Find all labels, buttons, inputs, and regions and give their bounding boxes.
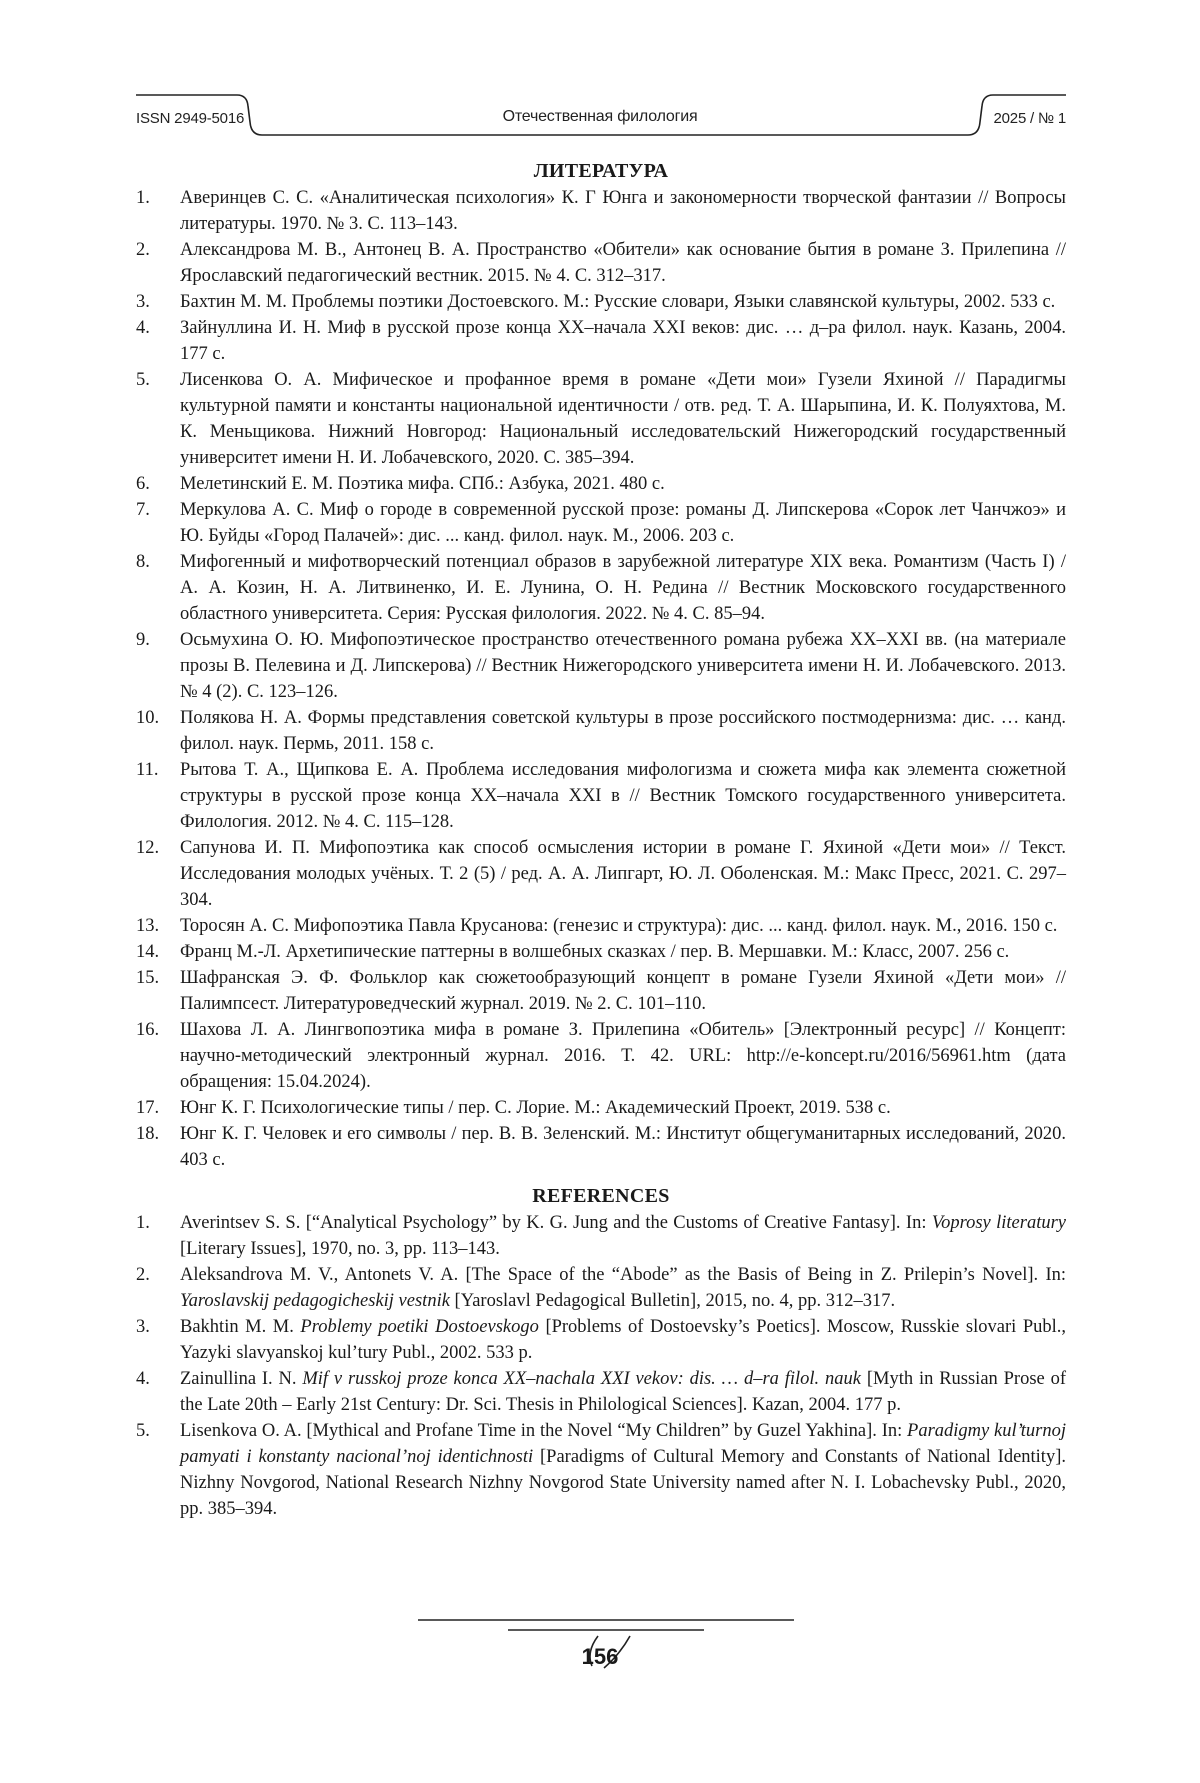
item-text (180, 1314, 1066, 1366)
item-number: 15. (136, 968, 160, 988)
item-text (180, 1262, 1066, 1314)
literatura-item (136, 237, 1066, 289)
text-segment: Zainullina I. N. (180, 1369, 303, 1389)
text-segment: Averintsev S. S. [“Analytical Psychology” by K. G. Jung and the Customs of Creative Fantasy]. In: (180, 1213, 932, 1233)
text-segment: [Problems of Dostoevsky’s Poetics]. Moscow, Russkie slovari Publ., Yazyki slavyanskoj kul’tury Publ., 2002. 533 p. (180, 1317, 1066, 1363)
reference-item (136, 1262, 1066, 1314)
references-list (136, 1210, 1066, 1522)
italic-segment: Mif v russkoj proze konca XX–nachala XXI vekov: dis. … d–ra filol. nauk (302, 1369, 861, 1389)
item-text: Бахтин М. М. Проблемы поэтики Достоевского. М.: Русские словари, Языки славянской культуры, 2002. 533 с. (180, 292, 1056, 312)
literatura-item (136, 315, 1066, 367)
literatura-item (136, 497, 1066, 549)
issue-label: 2025 / № 1 (993, 110, 1066, 127)
header-rule (0, 0, 1200, 160)
italic-segment: Problemy poetiki Dostoevskogo (300, 1317, 539, 1337)
item-text (180, 1418, 1066, 1522)
item-text (180, 1366, 1066, 1418)
reference-item (136, 1418, 1066, 1522)
literatura-list (136, 185, 1066, 1173)
literatura-item (136, 627, 1066, 705)
item-number: 3. (136, 292, 150, 312)
text-segment: Bakhtin M. M. (180, 1317, 301, 1337)
item-number: 17. (136, 1098, 160, 1118)
italic-segment: Paradigmy kul’turnoj pamyati i konstanty nacional’noj identichnosti (180, 1421, 1066, 1467)
item-number: 7. (136, 500, 150, 520)
literatura-item (136, 289, 1066, 315)
literatura-item (136, 939, 1066, 965)
page-header (0, 0, 1200, 160)
literatura-item (136, 185, 1066, 237)
item-text: Рытова Т. А., Щипкова Е. А. Проблема исследования мифологизма и сюжета мифа как элемента сюжетной структуры в русской прозе конца XX–начала XXI в // Вестник Томского государственного университета. Филология. 2012. № 4. С. 115–128. (180, 760, 1066, 832)
literatura-item (136, 367, 1066, 471)
item-text: Аверинцев С. С. «Аналитическая психология» К. Г Юнга и закономерности творческой фантазии // Вопросы литературы. 1970. № 3. С. 113–143. (180, 188, 1066, 234)
item-number: 2. (136, 240, 150, 260)
item-number: 5. (136, 370, 150, 390)
item-number: 6. (136, 474, 150, 494)
item-text: Зайнуллина И. Н. Миф в русской прозе конца XX–начала XXI веков: дис. … д–ра филол. наук. Казань, 2004. 177 с. (180, 318, 1066, 364)
literatura-heading: ЛИТЕРАТУРА (533, 160, 669, 182)
literatura-item (136, 1095, 1066, 1121)
literatura-item (136, 835, 1066, 913)
item-text (180, 1210, 1066, 1262)
text-segment: [Literary Issues], 1970, no. 3, pp. 113–143. (180, 1239, 500, 1259)
item-number: 16. (136, 1020, 160, 1040)
item-number: 8. (136, 552, 150, 572)
item-number: 13. (136, 916, 160, 936)
item-text: Торосян А. С. Мифопоэтика Павла Крусанова: (генезис и структура): дис. ... канд. филол. наук. М., 2016. 150 с. (180, 916, 1058, 936)
text-segment: [Myth in Russian Prose of the Late 20th – Early 21st Century: Dr. Sci. Thesis in Philological Sciences]. Kazan, 2004. 177 p. (180, 1369, 1067, 1415)
item-number: 4. (136, 318, 150, 338)
item-text: Александрова М. В., Антонец В. А. Пространство «Обители» как основание бытия в романе З. Прилепина // Ярославский педагогический вестник. 2015. № 4. С. 312–317. (180, 240, 1066, 286)
literatura-item (136, 757, 1066, 835)
item-number: 11. (136, 760, 159, 780)
item-text: Осьмухина О. Ю. Мифопоэтическое пространство отечественного романа рубежа XX–XXI вв. (на материале прозы В. Пелевина и Д. Липскерова) // Вестник Нижегородского университета имени Н. И. Лобачевского. 2013. № 4 (2). С. 123–126. (180, 630, 1066, 702)
text-segment: Lisenkova O. A. [Mythical and Profane Time in the Novel “My Children” by Guzel Yakhina]. In: (180, 1421, 908, 1441)
item-text: Юнг К. Г. Психологические типы / пер. С. Лорие. М.: Академический Проект, 2019. 538 с. (180, 1098, 891, 1118)
bibliography (136, 158, 1066, 1522)
item-number: 2. (136, 1265, 150, 1285)
item-number: 18. (136, 1124, 160, 1144)
italic-segment: Voprosy literatury (931, 1213, 1066, 1233)
item-text: Юнг К. Г. Человек и его символы / пер. В. В. Зеленский. М.: Институт общегуманитарных исследований, 2020. 403 с. (180, 1124, 1066, 1170)
italic-segment: Yaroslavskij pedagogicheskij vestnik (180, 1291, 450, 1311)
page-number: 156 (581, 1644, 619, 1669)
item-text: Шахова Л. А. Лингвопоэтика мифа в романе З. Прилепина «Обитель» [Электронный ресурс] // Концепт: научно-методический электронный журнал. 2016. Т. 42. URL: http://e-koncept.ru/2016/56961.htm (дата обращения: 15.04.2024). (180, 1020, 1066, 1092)
item-text: Мелетинский Е. М. Поэтика мифа. СПб.: Азбука, 2021. 480 с. (180, 474, 665, 494)
item-number: 9. (136, 630, 150, 650)
item-number: 4. (136, 1369, 150, 1389)
item-text: Лисенкова О. А. Мифическое и профанное время в романе «Дети мои» Гузели Яхиной // Парадигмы культурной памяти и константы национальной идентичности / отв. ред. Т. А. Шарыпина, И. К. Полуяхтова, М. К. Меньщикова. Нижний Новгород: Национальный исследовательский Нижегородский государственный университет имени Н. И. Лобачевского, 2020. С. 385–394. (180, 370, 1066, 468)
item-text: Сапунова И. П. Мифопоэтика как способ осмысления истории в романе Г. Яхиной «Дети мои» // Текст. Исследования молодых учёных. Т. 2 (5) / ред. А. А. Липгарт, Ю. Л. Оболенская. М.: Макс Пресс, 2021. С. 297–304. (180, 838, 1066, 910)
item-text: Шафранская Э. Ф. Фольклор как сюжетообразующий концепт в романе Гузели Яхиной «Дети мои» // Палимпсест. Литературоведческий журнал. 2019. № 2. С. 101–110. (180, 968, 1066, 1014)
journal-title: Отечественная филология (502, 108, 698, 125)
literatura-item (136, 705, 1066, 757)
literatura-item (136, 965, 1066, 1017)
issn-label: ISSN 2949-5016 (136, 110, 245, 127)
item-number: 3. (136, 1317, 150, 1337)
item-text: Меркулова А. С. Миф о городе в современной русской прозе: романы Д. Липскерова «Сорок лет Чанчжоэ» и Ю. Буйды «Город Палачей»: дис. ... канд. филол. наук. М., 2006. 203 с. (180, 500, 1066, 546)
text-segment: Aleksandrova M. V., Antonets V. A. [The Space of the “Abode” as the Basis of Being in Z. Prilepin’s Novel]. In: (180, 1265, 1066, 1285)
item-number: 10. (136, 708, 160, 728)
item-number: 1. (136, 188, 150, 208)
literatura-item (136, 1121, 1066, 1173)
item-text: Мифогенный и мифотворческий потенциал образов в зарубежной литературе XIX века. Романтизм (Часть I) / А. А. Козин, Н. А. Литвиненко, И. Е. Лунина, О. Н. Редина // Вестник Московского государственного областного университета. Серия: Русская филология. 2022. № 4. С. 85–94. (180, 552, 1066, 624)
reference-item (136, 1314, 1066, 1366)
item-number: 1. (136, 1213, 150, 1233)
reference-item (136, 1366, 1066, 1418)
item-number: 12. (136, 838, 160, 858)
item-text: Франц М.-Л. Архетипические паттерны в волшебных сказках / пер. В. Мершавки. М.: Класс, 2007. 256 с. (180, 942, 1010, 962)
references-heading: REFERENCES (532, 1185, 670, 1207)
item-text: Полякова Н. А. Формы представления советской культуры в прозе российского постмодернизма: дис. … канд. филол. наук. Пермь, 2011. 158 с. (180, 708, 1066, 754)
text-segment: [Paradigms of Cultural Memory and Constants of National Identity]. Nizhny Novgorod, National Research Nizhny Novgorod State University named after N. I. Lobachevsky Publ., 2020, pp. 385–394. (180, 1447, 1066, 1519)
literatura-item (136, 1017, 1066, 1095)
text-segment: [Yaroslavl Pedagogical Bulletin], 2015, no. 4, pp. 312–317. (449, 1291, 896, 1311)
literatura-item (136, 913, 1066, 939)
literatura-item (136, 471, 1066, 497)
literatura-item (136, 549, 1066, 627)
item-number: 5. (136, 1421, 150, 1441)
item-number: 14. (136, 942, 160, 962)
reference-item (136, 1210, 1066, 1262)
